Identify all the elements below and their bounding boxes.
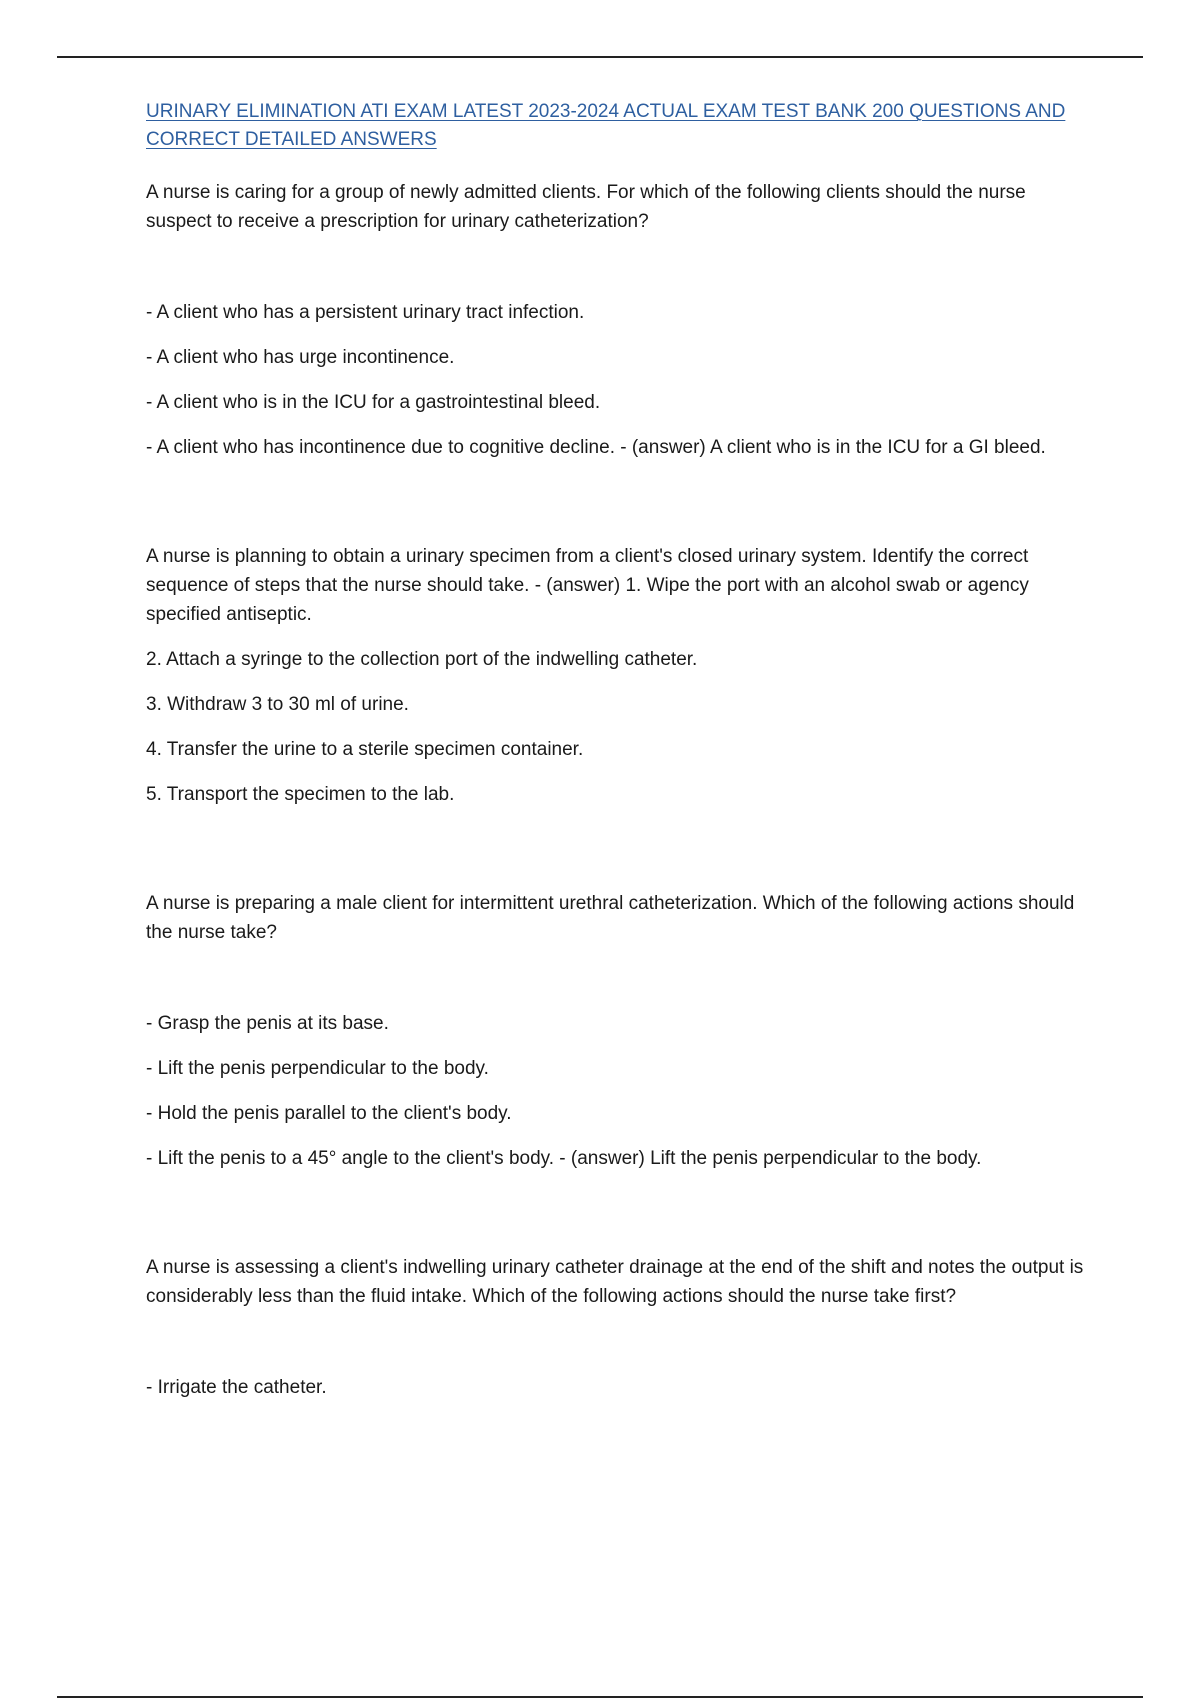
bottom-rule bbox=[57, 1696, 1143, 1698]
question-3-option-3: - Hold the penis parallel to the client's body. bbox=[146, 1103, 512, 1124]
question-2-step-2: 2. Attach a syringe to the collection port of the indwelling catheter. bbox=[146, 649, 698, 670]
top-rule bbox=[57, 56, 1143, 58]
question-2-step-4: 4. Transfer the urine to a sterile specimen container. bbox=[146, 739, 584, 760]
question-4-prompt: A nurse is assessing a client's indwelling urinary catheter drainage at the end of the shift and notes the output is considerably less than the fluid intake. Which of the following actions should the nurse take first? bbox=[146, 1257, 1084, 1307]
question-2-step-3: 3. Withdraw 3 to 30 ml of urine. bbox=[146, 694, 409, 715]
question-2-step-5: 5. Transport the specimen to the lab. bbox=[146, 784, 455, 805]
question-1-option-2: - A client who has urge incontinence. bbox=[146, 347, 455, 368]
question-3-option-4-answer: - Lift the penis to a 45° angle to the client's body. - (answer) Lift the penis perpendicular to the body. bbox=[146, 1148, 982, 1169]
question-1-option-4-answer: - A client who has incontinence due to cognitive decline. - (answer) A client who is in the ICU for a GI bleed. bbox=[146, 437, 1046, 458]
document-body bbox=[146, 98, 1096, 1402]
question-1-prompt: A nurse is caring for a group of newly admitted clients. For which of the following clients should the nurse suspect to receive a prescription for urinary catheterization? bbox=[146, 182, 1026, 232]
question-4-option-1: - Irrigate the catheter. bbox=[146, 1377, 327, 1398]
question-2-prompt: A nurse is planning to obtain a urinary specimen from a client's closed urinary system. Identify the correct sequence of steps that the nurse should take. - (answer) 1. Wipe the port with an alcohol swab or agency specified antiseptic. bbox=[146, 546, 1029, 625]
question-1-option-3: - A client who is in the ICU for a gastrointestinal bleed. bbox=[146, 392, 601, 413]
question-3-option-1: - Grasp the penis at its base. bbox=[146, 1013, 389, 1034]
question-1-option-1: - A client who has a persistent urinary tract infection. bbox=[146, 302, 585, 323]
question-3-prompt: A nurse is preparing a male client for intermittent urethral catheterization. Which of the following actions should the nurse take? bbox=[146, 893, 1075, 943]
document-title-link[interactable]: URINARY ELIMINATION ATI EXAM LATEST 2023-2024 ACTUAL EXAM TEST BANK 200 QUESTIONS AND CORRECT DETAILED ANSWERS bbox=[146, 101, 1066, 150]
question-3-option-2: - Lift the penis perpendicular to the body. bbox=[146, 1058, 489, 1079]
